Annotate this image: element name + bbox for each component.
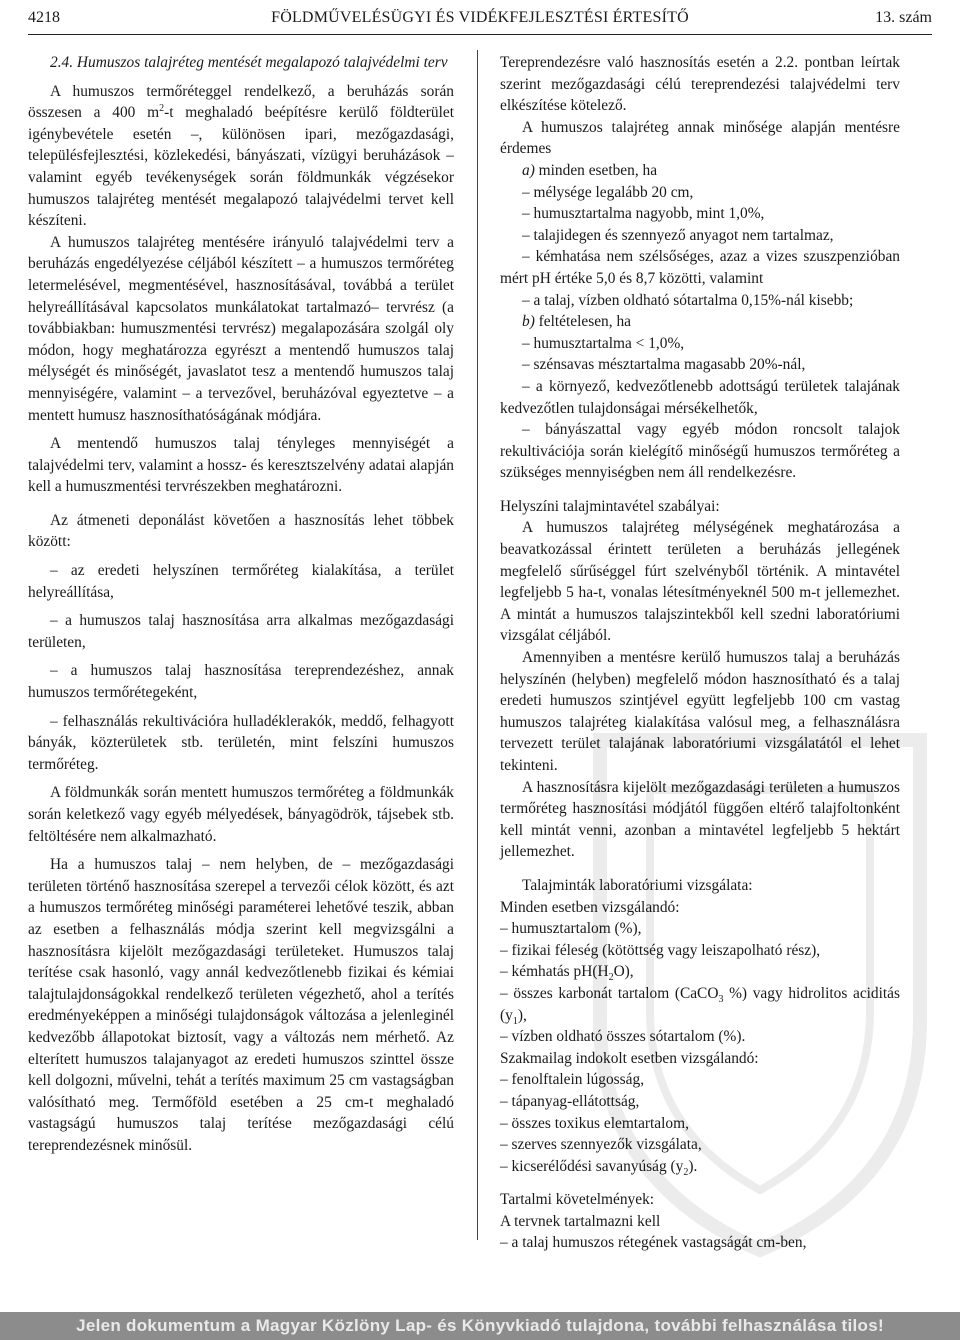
paragraph: Amennyiben a mentésre kerülő humuszos talaj a beruházás helyszínén (helyben) megfelelő módon hasznosítható és a talaj eredeti humuszos szintjével együtt legfeljebb 100 cm vastag humuszos talajréteg kialakítása valósul meg, a felhasználásra tervezett terület talajának laboratóriumi vizsgálatától el lehet tekinteni. — [500, 649, 900, 774]
list-item: – a humuszos talaj hasznosítása tereprendezéshez, annak humuszos termőrétegeként, — [28, 662, 454, 702]
paragraph: Talajminták laboratóriumi vizsgálata: — [522, 876, 753, 894]
list-item: – összes toxikus elemtartalom, — [500, 1114, 689, 1132]
list-item: – az eredeti helyszínen termőréteg kialakítása, a terület helyreállítása, — [28, 562, 454, 601]
list-heading-a: a) minden esetben, ha — [522, 161, 658, 179]
list-item: – vízben oldható összes sótartalom (%). — [500, 1028, 746, 1046]
paragraph: Az átmeneti deponálást követően a hasznosítás lehet többek között: — [28, 511, 454, 551]
issue-number: 13. szám — [875, 9, 932, 26]
list-item: – fenolftalein lúgosság, — [500, 1071, 645, 1089]
list-item: – fizikai féleség (kötöttség vagy leiszapolható rész), — [500, 941, 821, 959]
column-divider — [477, 50, 478, 1240]
list-item: – kémhatás $pH(H_2O)$, — [500, 963, 634, 984]
paragraph: A humuszos talajréteg mélységének meghatározása a beavatkozással érintett területen a beruházás jellegének megfelelő sűrűséggel fúrt szelvényből történik. A mintavétel legfeljebb 5 ha-t, vonalas létesítményeknél 500 m-t jellemezhet. A mintát a humuszos talajszintekből kell szedni laboratóriumi vizsgálat céljából. — [500, 519, 900, 645]
left-column — [28, 52, 454, 1157]
list-item: – a humuszos talaj hasznosítása arra alkalmas mezőgazdasági területen, — [28, 612, 454, 651]
list-item: – talajidegen és szennyező anyagot nem tartalmaz, — [522, 226, 834, 244]
paragraph: A földmunkák során mentett humuszos termőréteg a földmunkák során keletkező vagy egyéb mélyedések, bányagödrök, tájsebek stb. feltöltésére nem alkalmazható. — [28, 784, 454, 845]
list-item: – mélysége legalább 20 cm, — [522, 183, 694, 201]
paragraph: Minden esetben vizsgálandó: — [500, 898, 680, 916]
paragraph: Tereprendezésre való hasznosítás esetén a 2.2. pontban leírtak szerint mezőgazdasági célú tereprendezési talajvédelmi terv elkészítése kötelező. — [500, 54, 900, 115]
header-rule — [28, 34, 932, 35]
paragraph: Ha a humuszos talaj – nem helyben, de – mezőgazdasági területen történő hasznosítása szerepel a tervezői célok között, és azt a humuszos termőréteg minőségi paraméterei lehetővé teszik, abban az esetben a felhasználás módja szerint kell megvizsgálni a hasznosításra kijelölt mezőgazdasági területeket. Humuszos talaj terítése csak hasonló, vagy annál kedvezőtlenebb fizikai és kémiai talajtulajdonságokkal rendelkező területen végezhető, ahol a terítés eredményeképpen a minőségi tulajdonságok változása a jelenleginél kedvezőbb állapotokat biztosít, vagy a változás nem mérhető. Az elterített humuszos talajanyagot az eredeti humuszos szinttel össze kell dolgozni, művelni, tehát a terítés maximum 25 cm vastagságban valósítható meg. Termőföld esetében a 25 cm-t meghaladó vastagságú humuszos talaj terítése mezőgazdasági célú tereprendezésnek minősül. — [28, 856, 454, 1154]
list-item: – humusztartalma nagyobb, mint 1,0%, — [522, 205, 765, 223]
list-item: – a környező, kedvezőtlenebb adottságú területek talajának kedvezőtlen tulajdonságai mérsékelhetők, — [500, 377, 900, 417]
paragraph: Helyszíni talajmintavétel szabályai: — [500, 497, 720, 515]
list-item: – humusztartalma < 1,0%, — [522, 334, 685, 352]
list-item: – a talaj humuszos rétegének vastagságát cm-ben, — [500, 1234, 807, 1252]
paragraph: A hasznosításra kijelölt mezőgazdasági területen a humuszos termőréteg hasznosítási módjától függően eltérő talajfoltonként kell mintát venni, azonban a mintavétel legfeljebb 5 hektárt jellemezhet. — [500, 778, 900, 861]
list-item: – bányászattal vagy egyéb módon roncsolt talajok rekultivációja során kielégítő minőségű humuszos termőréteg a szükséges mennyiségben nem áll rendelkezésre. — [500, 421, 900, 482]
list-item: – szerves szennyezők vizsgálata, — [500, 1136, 702, 1154]
list-item: – szénsavas mésztartalma magasabb 20%-nál, — [522, 356, 806, 374]
list-item: – a talaj, vízben oldható sótartalma 0,15%-nál kisebb; — [522, 291, 854, 309]
list-item: – felhasználás rekultivációra hulladéklerakók, meddő, felhagyott bányák, közterületek stb. területén, mint felszíni humuszos termőréteg. — [28, 712, 454, 773]
page-number: 4218 — [28, 9, 60, 26]
paragraph: A humuszos talajréteg mentésére irányuló talajvédelmi terv a beruházás engedélyezése céljából készített – a humuszos termőréteg letermelésével, megmentésével, hasznosításával, továbbá a terület helyreállításával kapcsolatos munkálatokat tartalmazó– tervrész (a továbbiakban: humuszmentési tervrész) megalapozására szolgál oly módon, hogy meghatározza egyrészt a mentendő humuszos talaj mélységét és minőségét, javaslatot tesz a mentendő humuszos talaj mennyiségére, valamint – a tervezővel, beruházóval egyeztetve – a mentett humusz hasznosíthatóságának módjára. — [28, 233, 454, 424]
list-item: – tápanyag-ellátottság, — [500, 1092, 640, 1110]
list-heading-b: b) feltételesen, ha — [522, 313, 631, 331]
page-header — [28, 9, 932, 35]
section-heading: 2.4. Humuszos talajréteg mentését megalapozó talajvédelmi terv — [50, 54, 448, 71]
paragraph: Szakmailag indokolt esetben vizsgálandó: — [500, 1049, 759, 1067]
paragraph: A mentendő humuszos talaj tényleges mennyiségét a talajvédelmi terv, valamint a hossz- és keresztszelvény adatai alapján kell a humuszmentési tervrészekben meghatározni. — [28, 435, 454, 496]
list-item: – kicserélődési savanyúság $(y_2)$. — [500, 1157, 698, 1178]
paragraph: Tartalmi követelmények: — [500, 1191, 655, 1209]
journal-title: FÖLDMŰVELÉSÜGYI ÉS VIDÉKFEJLESZTÉSI ÉRTESÍTŐ — [271, 9, 689, 26]
paragraph: A tervnek tartalmazni kell — [500, 1212, 661, 1230]
list-item: – összes karbonát tartalom (CaCO$_3$ %) vagy hidrolitos aciditás $(y_1)$, — [500, 984, 900, 1027]
list-item: – kémhatása nem szélsőséges, azaz a vizes szuszpenzióban mért pH értéke 5,0 és 8,7 közötti, valamint — [500, 248, 900, 287]
paragraph: A humuszos termőréteggel rendelkező, a beruházás során összesen a 400 $m^2-t$ meghaladó beépítésre kerülő földterület igénybevétele esetén –, különösen ipari, mezőgazdasági, településfejlesztési, közlekedési, bányászati, vízügyi beruházások – valamint egyéb tevékenységek során földmunkák végzésekor humuszos talajréteg mentését megalapozó talajvédelmi tervet kell készíteni. — [28, 82, 454, 230]
paragraph: A humuszos talajréteg annak minősége alapján mentésre érdemes — [500, 118, 900, 158]
right-column — [500, 52, 900, 1254]
list-item: – humusztartalom (%), — [500, 920, 642, 938]
copyright-footer: Jelen dokumentum a Magyar Közlöny Lap- és Könyvkiadó tulajdona, további felhasználása tilos! — [0, 1312, 960, 1340]
